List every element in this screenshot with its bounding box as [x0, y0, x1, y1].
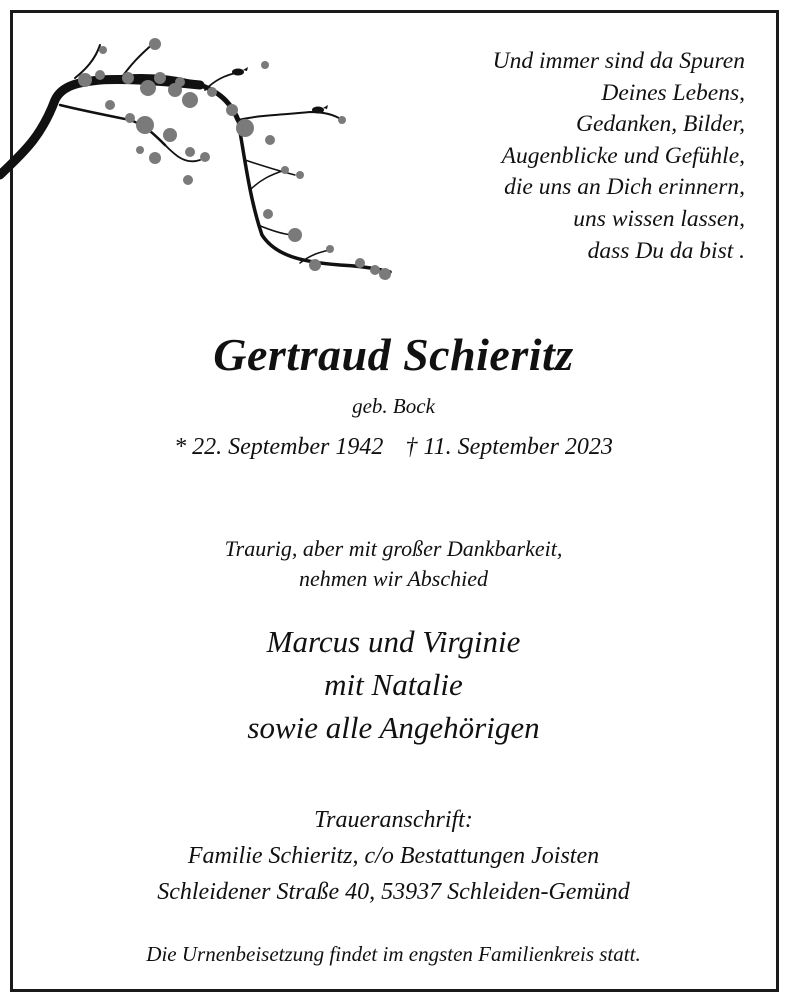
deceased-name: Gertraud Schieritz [213, 329, 574, 380]
death-date: † 11. September 2023 [405, 434, 613, 460]
poem-line: Augenblicke und Gefühle, [501, 142, 745, 169]
maiden-name: geb. Bock [352, 394, 435, 418]
family-line: Marcus und Virginie [266, 624, 521, 659]
family-names [0, 620, 787, 749]
address-label: Traueranschrift: [314, 807, 473, 833]
address-line: Familie Schieritz, c/o Bestattungen Joisten [187, 843, 600, 869]
birth-date: * 22. September 1942 [174, 434, 384, 460]
life-dates [0, 434, 787, 461]
poem-line: Gedanken, Bilder, [575, 111, 745, 138]
poem-line: uns wissen lassen, [573, 205, 745, 232]
farewell-text [0, 534, 787, 594]
poem-line: dass Du da bist . [587, 237, 745, 264]
poem [493, 46, 745, 267]
poem-line: Deines Lebens, [601, 79, 745, 106]
mourning-address [0, 802, 787, 910]
address-line: Schleidener Straße 40, 53937 Schleiden-Gemünd [157, 879, 630, 905]
burial-notice: Die Urnenbeisetzung findet im engsten Familienkreis statt. [146, 942, 641, 966]
family-line: sowie alle Angehörigen [247, 710, 540, 745]
farewell-line: nehmen wir Abschied [298, 566, 488, 591]
poem-line: Und immer sind da Spuren [492, 48, 745, 74]
family-line: mit Natalie [324, 667, 463, 702]
poem-line: die uns an Dich erinnern, [504, 174, 745, 201]
farewell-line: Traurig, aber mit großer Dankbarkeit, [224, 536, 563, 561]
cherry-blossom-branch-with-birds-icon [0, 30, 400, 290]
